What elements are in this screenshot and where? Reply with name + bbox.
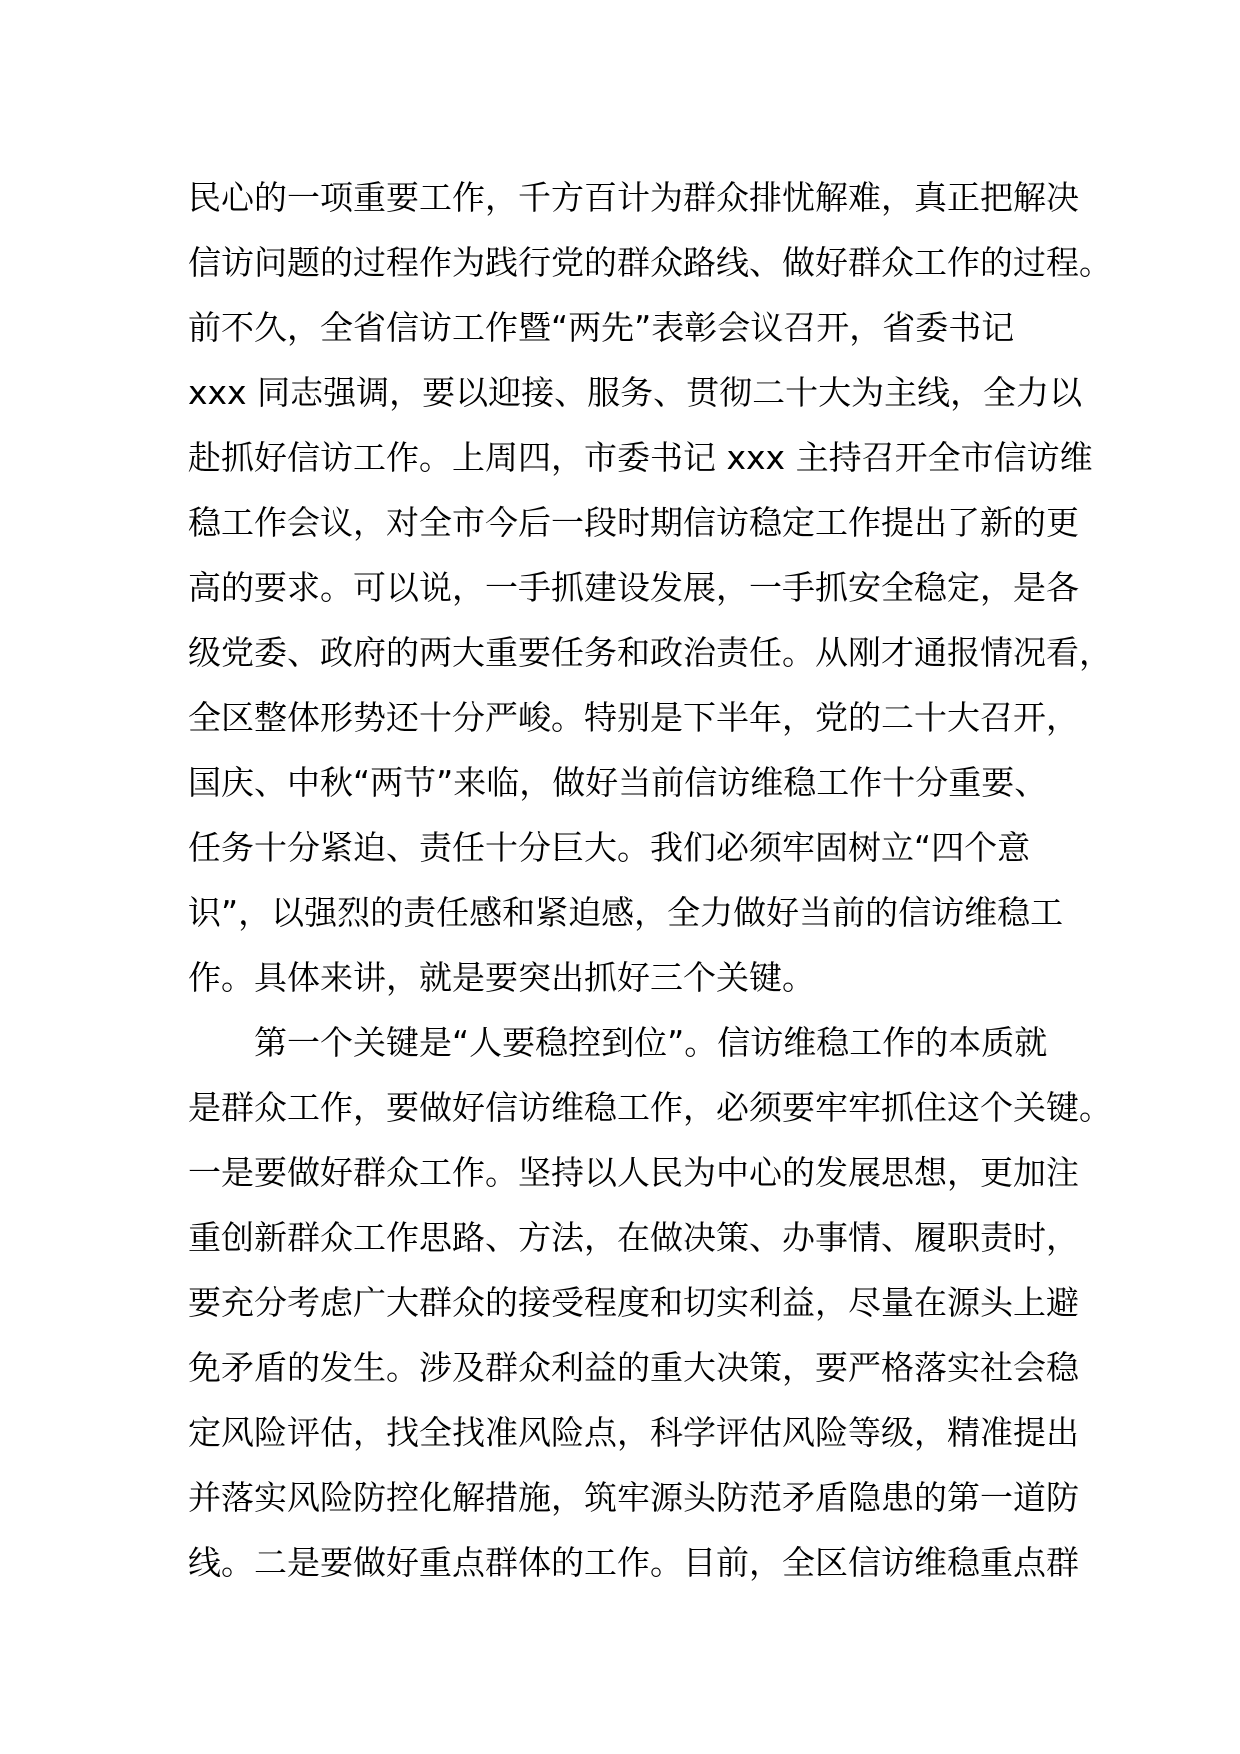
text-line: 民心的一项重要工作，千方百计为群众排忧解难，真正把解决 [188,178,1079,217]
text-line: 全区整体形势还十分严峻。特别是下半年，党的二十大召开， [188,698,1079,737]
text-line: 前不久，全省信访工作暨“两先”表彰会议召开，省委书记 [188,308,1015,347]
text-line: 国庆、中秋“两节”来临，做好当前信访维稳工作十分重要、 [188,763,1048,802]
text-line: 线。二是要做好重点群体的工作。目前，全区信访维稳重点群 [188,1543,1079,1582]
text-line: xxx 同志强调，要以迎接、服务、贯彻二十大为主线，全力以 [188,373,1083,412]
text-line: 赴抓好信访工作。上周四，市委书记 xxx 主持召开全市信访维 [188,438,1093,477]
text-line: 定风险评估，找全找准风险点，科学评估风险等级，精准提出 [188,1413,1079,1452]
text-line: 要充分考虑广大群众的接受程度和切实利益，尽量在源头上避 [188,1283,1079,1322]
text-line: 作。具体来讲，就是要突出抓好三个关键。 [188,958,815,997]
text-line: 稳工作会议，对全市今后一段时期信访稳定工作提出了新的更 [188,503,1079,542]
text-line: 重创新群众工作思路、方法，在做决策、办事情、履职责时， [188,1218,1079,1257]
text-line: 识”，以强烈的责任感和紧迫感，全力做好当前的信访维稳工 [188,893,1064,932]
text-line: 第一个关键是“人要稳控到位”。信访维稳工作的本质就 [188,1023,1048,1062]
text-line: 级党委、政府的两大重要任务和政治责任。从刚才通报情况看， [188,633,1112,672]
text-line: 高的要求。可以说，一手抓建设发展，一手抓安全稳定，是各 [188,568,1079,607]
text-line: 任务十分紧迫、责任十分巨大。我们必须牢固树立“四个意 [188,828,1031,867]
text-line: 是群众工作，要做好信访维稳工作，必须要牢牢抓住这个关键。 [188,1088,1112,1127]
text-line: 免矛盾的发生。涉及群众利益的重大决策，要严格落实社会稳 [188,1348,1079,1387]
body-text [188,165,1112,1595]
text-line: 并落实风险防控化解措施，筑牢源头防范矛盾隐患的第一道防 [188,1478,1079,1517]
text-line: 信访问题的过程作为践行党的群众路线、做好群众工作的过程。 [188,243,1112,282]
text-line: 一是要做好群众工作。坚持以人民为中心的发展思想，更加注 [188,1153,1079,1192]
